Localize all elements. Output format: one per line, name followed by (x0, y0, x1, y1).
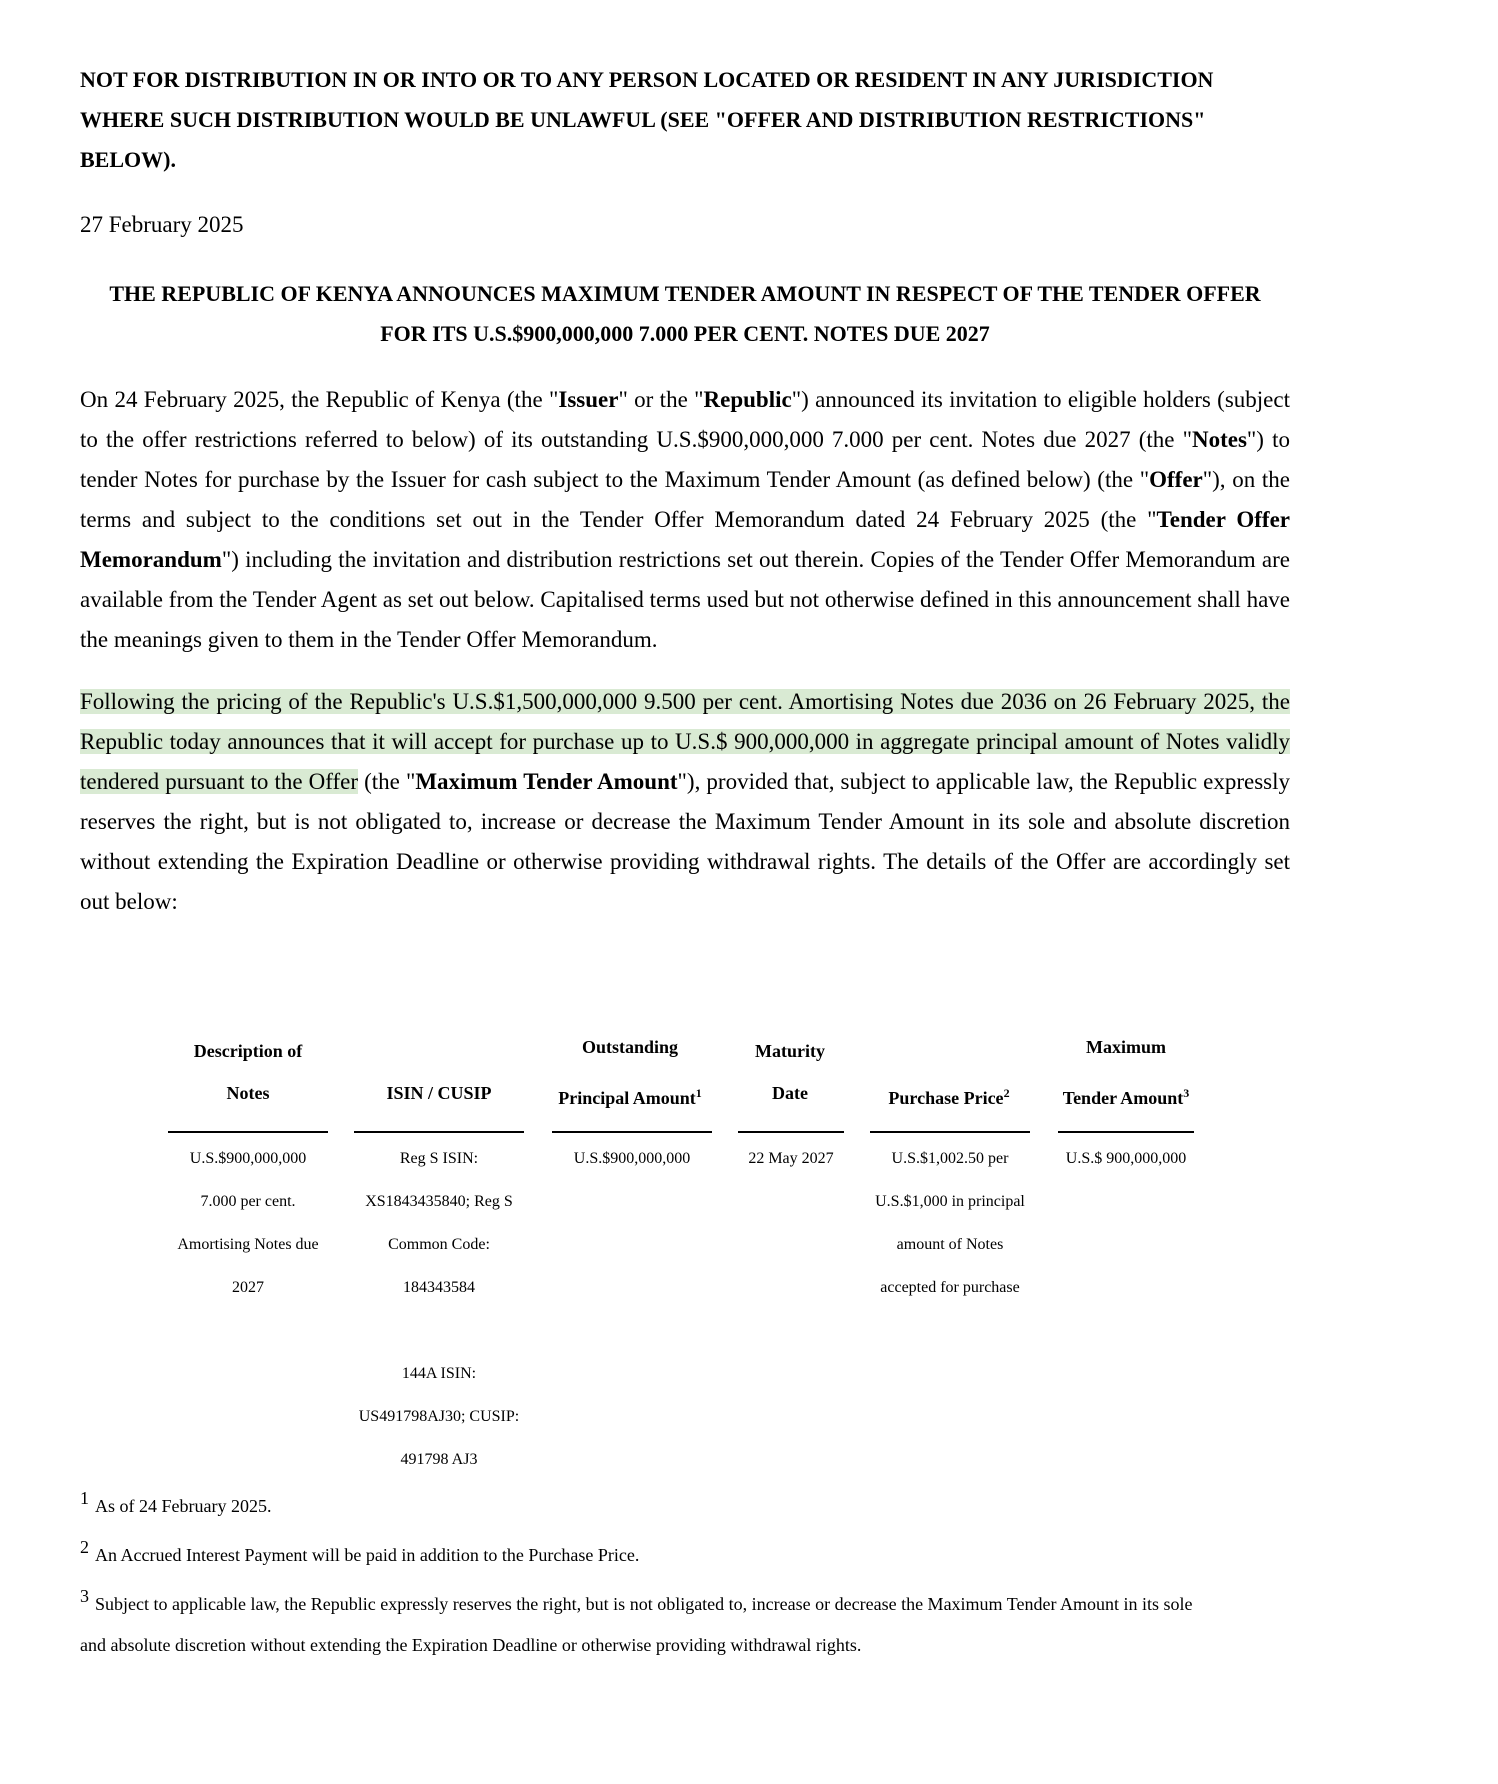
header-max-tender (1056, 1026, 1196, 1119)
column-rule (870, 1131, 1030, 1133)
tender-text-2: "), provided that, subject to applicable law, the Republic expressly reserves the right, but is not obligated to, increase or decrease the Maximum Tender Amount in its sole and absolute discretion without extending the Expiration Deadline or otherwise providing withdrawal rights. The details of the Offer are accordingly set out below: (80, 769, 1290, 914)
term-maximum-tender-amount: Maximum Tender Amount (415, 769, 678, 794)
cell-text: 491798 AJ3 (400, 1451, 478, 1468)
term-republic: Republic (703, 387, 792, 412)
header-maturity-line1: Maturity (755, 1041, 825, 1061)
header-purchase-price (868, 1072, 1030, 1119)
cell-text: 144A ISIN: (401, 1365, 477, 1382)
header-outstanding (550, 1026, 710, 1119)
cell-description (160, 1137, 336, 1309)
intro-text-2: " or the " (618, 387, 704, 412)
cell-text: 22 May 2027 (748, 1150, 834, 1167)
column-rule (168, 1131, 328, 1133)
header-maturity-line2: Date (772, 1083, 808, 1103)
cell-text: U.S.$1,002.50 per (891, 1150, 1009, 1167)
footnote-number: 2 (80, 1537, 89, 1557)
footnote-number: 3 (80, 1586, 89, 1606)
cell-text: XS1843435840; Reg S (365, 1193, 513, 1210)
term-offer: Offer (1149, 467, 1203, 492)
announcement-title-text: THE REPUBLIC OF KENYA ANNOUNCES MAXIMUM TENDER AMOUNT IN RESPECT OF THE TENDER OFFER FOR ITS U.S.$900,000,000 7.000 PER CENT. NOTES DUE 2027 (109, 281, 1261, 346)
cell-text: U.S.$ 900,000,000 (1065, 1150, 1187, 1167)
footnote-ref-2: 2 (1003, 1086, 1010, 1100)
cell-max-tender (1050, 1137, 1202, 1180)
cell-text (344, 1309, 534, 1352)
column-rule (354, 1131, 524, 1133)
footnote-ref-3: 3 (1183, 1086, 1190, 1100)
announcement-date: 27 February 2025 (80, 212, 244, 237)
footnote-text: An Accrued Interest Payment will be paid in addition to the Purchase Price. (95, 1545, 640, 1565)
intro-text-5: "), on the terms and subject to the conditions set out in the Tender Offer Memorandum dated 24 February 2025 (the " (80, 467, 1290, 532)
footnote-2 (80, 1535, 639, 1576)
header-outstanding-line1: Outstanding (581, 1037, 679, 1057)
footnote-ref-1: 1 (695, 1086, 702, 1100)
header-isin-text: ISIN / CUSIP (386, 1083, 492, 1103)
intro-text-1: On 24 February 2025, the Republic of Kenya (the " (80, 387, 559, 412)
cell-text: U.S.$900,000,000 (573, 1150, 691, 1167)
header-outstanding-label: Principal Amount (558, 1088, 696, 1108)
cell-text: 7.000 per cent. (200, 1193, 296, 1210)
announcement-title (80, 274, 1290, 354)
header-description-line2: Notes (226, 1083, 270, 1103)
footnote-3 (80, 1584, 1330, 1666)
cell-text: 184343584 (403, 1279, 475, 1296)
header-description (166, 1030, 330, 1114)
intro-paragraph (80, 380, 1290, 660)
footnote-number: 1 (80, 1488, 89, 1508)
cell-isin (344, 1137, 534, 1481)
footnote-text-continued: and absolute discretion without extending the Expiration Deadline or otherwise providing withdrawal rights. (80, 1635, 862, 1655)
tender-text-1: (the " (358, 769, 416, 794)
cell-text: amount of Notes (896, 1236, 1004, 1253)
intro-text-4: ") to tender Notes for purchase by the Issuer for cash subject to the Maximum Tender Amount (as defined below) (the " (80, 427, 1290, 492)
cell-text: US491798AJ30; CUSIP: (358, 1408, 520, 1425)
header-outstanding-line2 (550, 1072, 710, 1119)
header-isin (354, 1072, 524, 1114)
header-max-label: Tender Amount (1062, 1088, 1184, 1108)
cell-text: U.S.$1,000 in principal (875, 1193, 1025, 1210)
intro-text-6: ") including the invitation and distribution restrictions set out therein. Copies of the Tender Offer Memorandum are available from the Tender Agent as set out below. Capitalised terms used but not otherwise defined in this announcement shall have the meanings given to them in the Tender Offer Memorandum. (80, 547, 1290, 652)
cell-text: Common Code: (388, 1236, 490, 1253)
footnote-text: Subject to applicable law, the Republic expressly reserves the right, but is not obligated to, increase or decrease the Maximum Tender Amount in its sole (95, 1594, 1193, 1614)
cell-maturity (732, 1137, 850, 1180)
footnote-text: As of 24 February 2025. (95, 1496, 272, 1516)
intro-text-3: ") announced its invitation to eligible holders (subject to the offer restrictions referred to below) of its outstanding U.S.$900,000,000 7.000 per cent. Notes due 2027 (the " (80, 387, 1290, 452)
header-max-line2 (1056, 1072, 1196, 1119)
document-page (80, 60, 1290, 922)
highlighted-text: Following the pricing of the Republic's U.S.$1,500,000,000 9.500 per cent. Amortising Notes due 2036 on 26 February 2025, the Republic today announces that it will accept for purchase up to U.S.$ 900,000,000 in aggregate principal amount of Notes validly tendered pursuant to the Offer (80, 689, 1290, 794)
cell-text: U.S.$900,000,000 (189, 1150, 307, 1167)
column-rule (738, 1131, 844, 1133)
header-description-line1: Description of (193, 1041, 303, 1061)
term-tender-offer-memorandum: Tender Offer Memorandum (80, 507, 1290, 572)
offer-table (80, 1030, 1220, 1470)
term-notes: Notes (1191, 427, 1247, 452)
cell-text: accepted for purchase (880, 1279, 1020, 1296)
cell-purchase-price (858, 1137, 1042, 1309)
cell-text: 2027 (232, 1279, 264, 1296)
cell-text: Amortising Notes due (177, 1236, 319, 1253)
header-price-label: Purchase Price (888, 1088, 1004, 1108)
cell-outstanding (546, 1137, 718, 1180)
header-max-line1: Maximum (1086, 1037, 1166, 1057)
cell-text: Reg S ISIN: (399, 1150, 479, 1167)
column-rule (552, 1131, 712, 1133)
header-maturity (736, 1030, 844, 1114)
tender-amount-paragraph (80, 682, 1290, 922)
column-rule (1058, 1131, 1194, 1133)
term-issuer: Issuer (558, 387, 619, 412)
footnote-1 (80, 1486, 271, 1527)
distribution-warning: NOT FOR DISTRIBUTION IN OR INTO OR TO ANY PERSON LOCATED OR RESIDENT IN ANY JURISDICTION WHERE SUCH DISTRIBUTION WOULD BE UNLAWFUL (SEE "OFFER AND DISTRIBUTION RESTRICTIONS" BELOW). (80, 67, 1214, 172)
